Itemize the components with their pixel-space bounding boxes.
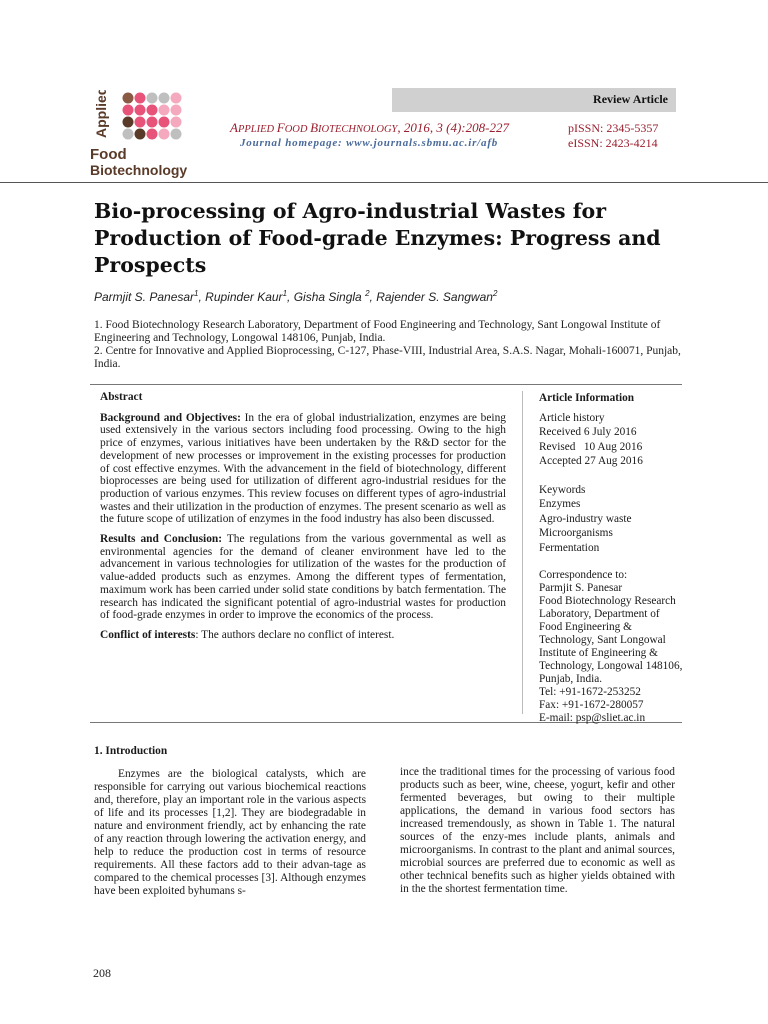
journal-name-part: A	[230, 120, 238, 135]
page-number: 208	[93, 966, 111, 980]
affiliation: 1. Food Biotechnology Research Laboratory, Department of Food Engineering and Technology, Sant Longowal Institute of Engineering and Technology, Longowal 148106, Punjab, India.	[94, 319, 661, 344]
abstract-background	[100, 412, 506, 526]
logo-graphic-icon	[90, 90, 190, 180]
author-affil: 2	[492, 289, 498, 298]
keyword-line: Agro-industry waste	[539, 512, 632, 525]
history-line: Accepted 27 Aug 2016	[539, 455, 643, 467]
logo-dot	[159, 117, 170, 128]
logo-dot	[135, 117, 146, 128]
history-line: Received 6 July 2016	[539, 426, 637, 438]
journal-name-part: F	[276, 120, 285, 135]
journal-volume-pages: , 2016, 3 (4):208-227	[397, 120, 509, 135]
svg-text:Applied: Applied	[93, 90, 109, 138]
logo-dot	[147, 129, 158, 140]
affiliations	[94, 319, 684, 371]
article-type-bar	[392, 88, 676, 112]
logo-dot	[135, 105, 146, 116]
logo-dot	[159, 93, 170, 104]
abstract-bg-label: Background and Objectives:	[100, 411, 241, 424]
journal-name-part: IOTECHNOLOGY	[318, 124, 398, 135]
logo-dot	[147, 117, 158, 128]
logo-dot	[147, 93, 158, 104]
abstract-coi-text: : The authors declare no conflict of interest.	[195, 628, 395, 641]
keyword-line: Enzymes	[539, 498, 581, 510]
logo-dot	[123, 105, 134, 116]
author-affil: 1	[282, 289, 288, 298]
abstract-conflict	[100, 629, 506, 642]
corr-line: Fax: +91-1672-280057	[539, 699, 644, 711]
author-list: Parmjit S. Panesar$^1$, Rupinder Kaur$^1$, Gisha Singla $^2$, Rajender S. Sangwan$^2$	[94, 289, 498, 304]
pissn: pISSN: 2345-5357	[568, 121, 659, 135]
correspondence	[539, 569, 684, 725]
logo-dot	[135, 129, 146, 140]
logo-dot	[135, 93, 146, 104]
affiliation: 2. Centre for Innovative and Applied Bioprocessing, C-127, Phase-VIII, Industrial Area, S.A.S. Nagar, Mohali-160071, Punjab, India.	[94, 345, 681, 370]
journal-homepage-link[interactable]: Journal homepage: www.journals.sbmu.ac.ir/afb	[240, 137, 499, 149]
logo-dot	[159, 105, 170, 116]
article-type-label: Review Article	[593, 92, 668, 106]
keywords	[539, 483, 684, 556]
section-heading: 1. Introduction	[94, 745, 168, 757]
author-name: Parmjit S. Panesar	[94, 290, 195, 304]
abstract-results	[100, 533, 506, 622]
svg-text:Biotechnology: Biotechnology	[90, 162, 188, 178]
corr-line: Parmjit S. Panesar	[539, 582, 623, 594]
keyword-line: Keywords	[539, 483, 586, 496]
header-divider	[0, 182, 768, 183]
author-name: Gisha Singla	[293, 290, 366, 304]
corr-line: Food Biotechnology Research Laboratory, Department of Food Engineering & Technology, Sant Longowal Institute of Engineering & Technology, Longowal 148106, Punjab, India.	[539, 595, 683, 685]
intro-left-column	[94, 745, 366, 898]
logo-dot	[171, 117, 182, 128]
svg-text:Food: Food	[90, 146, 127, 163]
logo-dot	[171, 105, 182, 116]
intro-paragraph: Enzymes are the biological catalysts, which are responsible for carrying out various biochemical reactions and, therefore, play an important role in the various aspects of life and its processes [1,2]. They are biodegradable in nature and environment friendly, act by enhancing the rate of any reaction through lowering the activation energy, and help to reduce the production cost in terms of resource requirements. All these factors add to their advan-tage as compared to the chemical processes [3]. Although enzymes have been exploited byhumans s-	[94, 768, 366, 897]
article-history	[539, 411, 684, 469]
journal-name-part: B	[310, 120, 319, 135]
intro-right-column: ince the traditional times for the processing of various food products such as beer, wine, cheese, yogurt, kefir and other fermented beverages, but owing to their multiple applications, the demand in various food sectors has increased tremendously, as shown in Table 1. The natural sources of the enzy-mes include plants, animals and microorganisms. In contrast to the plant and animal sources, microbial sources are preferred due to economic as well as other technical benefits such as higher yields obtained with in the the shortest fermentation time.	[400, 766, 675, 895]
keyword-line: Fermentation	[539, 541, 600, 554]
corr-line: Correspondence to:	[539, 569, 628, 581]
article-title: Bio-processing of Agro-industrial Wastes for Production of Food-grade Enzymes: Progress and Prospects	[94, 199, 661, 277]
eissn: eISSN: 2423-4214	[568, 136, 658, 150]
abstract-column-divider	[522, 391, 523, 714]
history-line: Revised 10 Aug 2016	[539, 440, 643, 453]
author-affil: 1	[194, 289, 199, 298]
abstract-rc-label: Results and Conclusion:	[100, 533, 223, 546]
journal-name-part: OOD	[284, 124, 311, 135]
logo-dot	[147, 105, 158, 116]
abstract-rc-text: The regulations from the various governmental as well as environmental agencies for the demand of cleaner environment have led to the advancement in various technologies for utilization of the wastes for the production of value-added products such as enzymes. Among the different types of fermentation, maximum work has been carried under solid state conditions by batch fermentation. The research has indicated the significant potential of agro-industrial wastes for production of food-grade enzymes in order to improve the economics of the process.	[100, 533, 506, 622]
corr-line: Tel: +91-1672-253252	[539, 686, 641, 698]
logo-dot	[123, 117, 134, 128]
article-info-column	[539, 391, 684, 725]
keyword-line: Microorganisms	[539, 527, 613, 539]
author-affil: 2	[365, 289, 370, 298]
journal-name-part: PPLIED	[237, 124, 277, 135]
author-name: Rupinder Kaur	[205, 290, 283, 304]
abstract-coi-label: Conflict of interests	[100, 628, 196, 641]
journal-citation	[230, 120, 509, 136]
abstract-column	[100, 391, 506, 649]
abstract-bg-text: In the era of global industrialization, enzymes are being used extensively in the various sectors including food processing. Owing to the high price of enzymes, various initiatives have been undertaken by the R&D sector for the development of new processes or improvement in the existing processes for production of cost effective enzymes. With the advancement in the field of biotechnology, different bioprocesses are being used for utilization of different agro-industrial residues for the production of various enzymes. This review focuses on different types of agro-industrial wastes and their utilization in the production of enzymes. The present scenario as well as the future scope of utilization of enzymes in the food industry has also been discussed.	[100, 411, 506, 526]
logo-dot	[123, 93, 134, 104]
journal-logo	[90, 90, 190, 180]
abstract-heading: Abstract	[100, 391, 143, 403]
corr-email-link[interactable]: E-mail: psp@sliet.ac.in	[539, 712, 646, 724]
article-info-heading: Article Information	[539, 392, 635, 404]
author-name: Rajender S. Sangwan	[376, 290, 493, 304]
logo-dot	[159, 129, 170, 140]
history-line: Article history	[539, 411, 605, 424]
logo-dot	[123, 129, 134, 140]
logo-dot	[171, 93, 182, 104]
logo-dot	[171, 129, 182, 140]
